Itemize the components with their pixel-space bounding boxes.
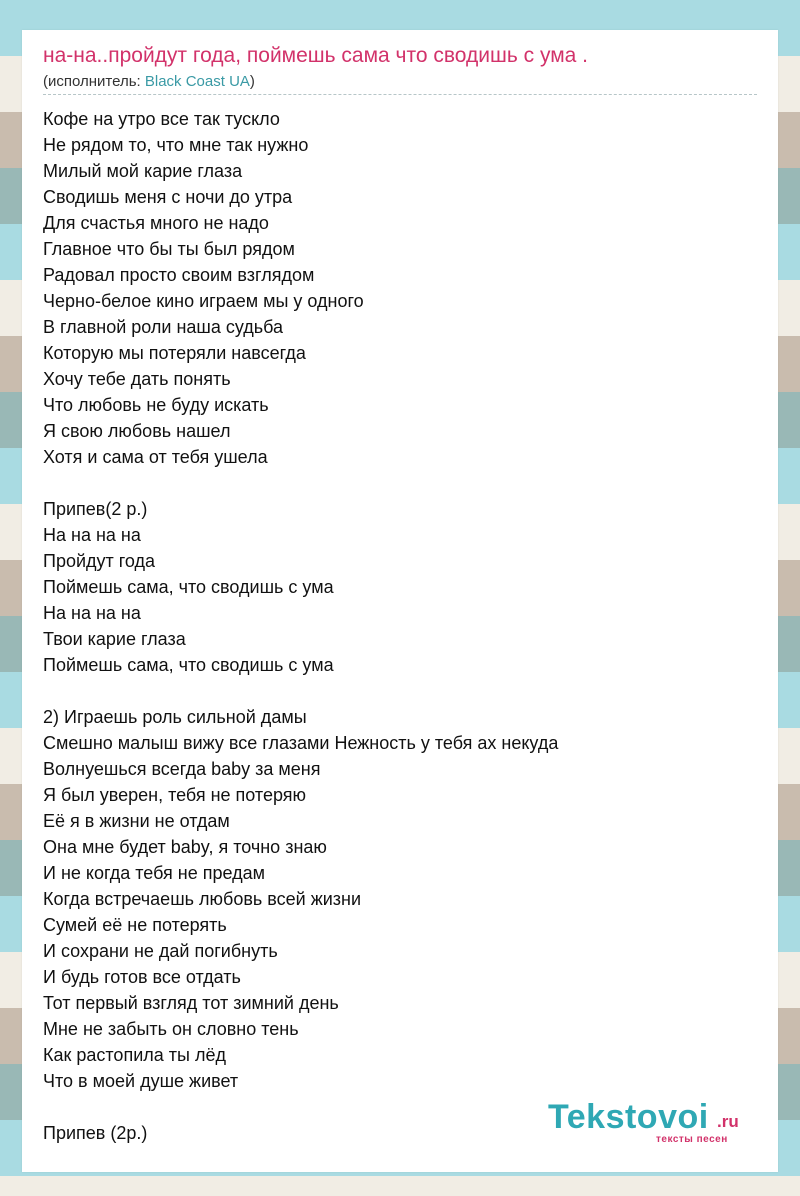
lyric-line: Поймешь сама, что сводишь с ума [43, 577, 334, 597]
artist-prefix: (исполнитель: [43, 73, 145, 90]
logo-tagline: тексты песен [656, 1134, 728, 1145]
lyric-line: Припев(2 р.) [43, 499, 148, 519]
lyric-line: 2) Играешь роль сильной дамы [43, 707, 307, 727]
lyric-line: Припев (2р.) [43, 1123, 148, 1143]
lyric-line: Хочу тебе дать понять [43, 369, 231, 389]
lyric-line: Черно-белое кино играем мы у одного [43, 291, 364, 311]
lyric-line: Милый мой карие глаза [43, 161, 243, 181]
stanza-break [43, 678, 763, 704]
artist-link[interactable]: Black Coast UA [144, 73, 250, 90]
lyric-line: Которую мы потеряли навсегда [43, 343, 306, 363]
lyric-line: На на на на [43, 603, 141, 623]
lyric-line: Поймешь сама, что сводишь с ума [43, 655, 334, 675]
lyric-line: Кофе на утро все так тускло [43, 109, 280, 129]
lyric-line: Сумей её не потерять [43, 915, 227, 935]
logo-name: Tekstovoi [548, 1098, 709, 1136]
lyric-line: Сводишь меня с ночи до утра [43, 187, 293, 207]
lyric-line: Для счастья много не надо [43, 213, 269, 233]
lyrics-card [22, 30, 778, 1172]
song-title: на-на..пройдут года, поймешь сама что сводишь с ума . [43, 44, 589, 67]
stanza-break [43, 470, 763, 496]
lyric-line: Что любовь не буду искать [43, 395, 269, 415]
lyric-line: Когда встречаешь любовь всей жизни [43, 889, 362, 909]
lyric-line: В главной роли наша судьба [43, 317, 284, 337]
lyric-line: Как растопила ты лёд [43, 1045, 226, 1065]
lyric-line: Я свою любовь нашел [43, 421, 231, 441]
lyric-line: И не когда тебя не предам [43, 863, 265, 883]
lyric-line: Твои карие глаза [43, 629, 186, 649]
lyric-line: Радовал просто своим взглядом [43, 265, 315, 285]
lyric-line: Что в моей душе живет [43, 1071, 239, 1091]
site-logo[interactable] [548, 1098, 758, 1145]
lyric-line: Она мне будет baby, я точно знаю [43, 837, 327, 857]
lyric-line: Я был уверен, тебя не потеряю [43, 785, 307, 805]
lyric-line: Хотя и сама от тебя ушела [43, 447, 268, 467]
lyric-line: Её я в жизни не отдам [43, 811, 230, 831]
artist-line [43, 73, 255, 90]
lyric-line: Пройдут года [43, 551, 156, 571]
lyric-line: И сохрани не дай погибнуть [43, 941, 278, 961]
title-divider [43, 94, 757, 95]
lyric-line: Главное что бы ты был рядом [43, 239, 295, 259]
lyric-line: Тот первый взгляд тот зимний день [43, 993, 339, 1013]
lyric-line: На на на на [43, 525, 141, 545]
artist-suffix: ) [249, 73, 255, 90]
lyric-line: Смешно малыш вижу все глазами Нежность у тебя ах некуда [43, 733, 559, 753]
lyrics-text [43, 106, 763, 1146]
lyric-line: Волнуешься всегда baby за меня [43, 759, 321, 779]
lyric-line: Мне не забыть он словно тень [43, 1019, 299, 1039]
logo-tld: .ru [717, 1112, 739, 1131]
lyric-line: И будь готов все отдать [43, 967, 241, 987]
lyric-line: Не рядом то, что мне так нужно [43, 135, 309, 155]
